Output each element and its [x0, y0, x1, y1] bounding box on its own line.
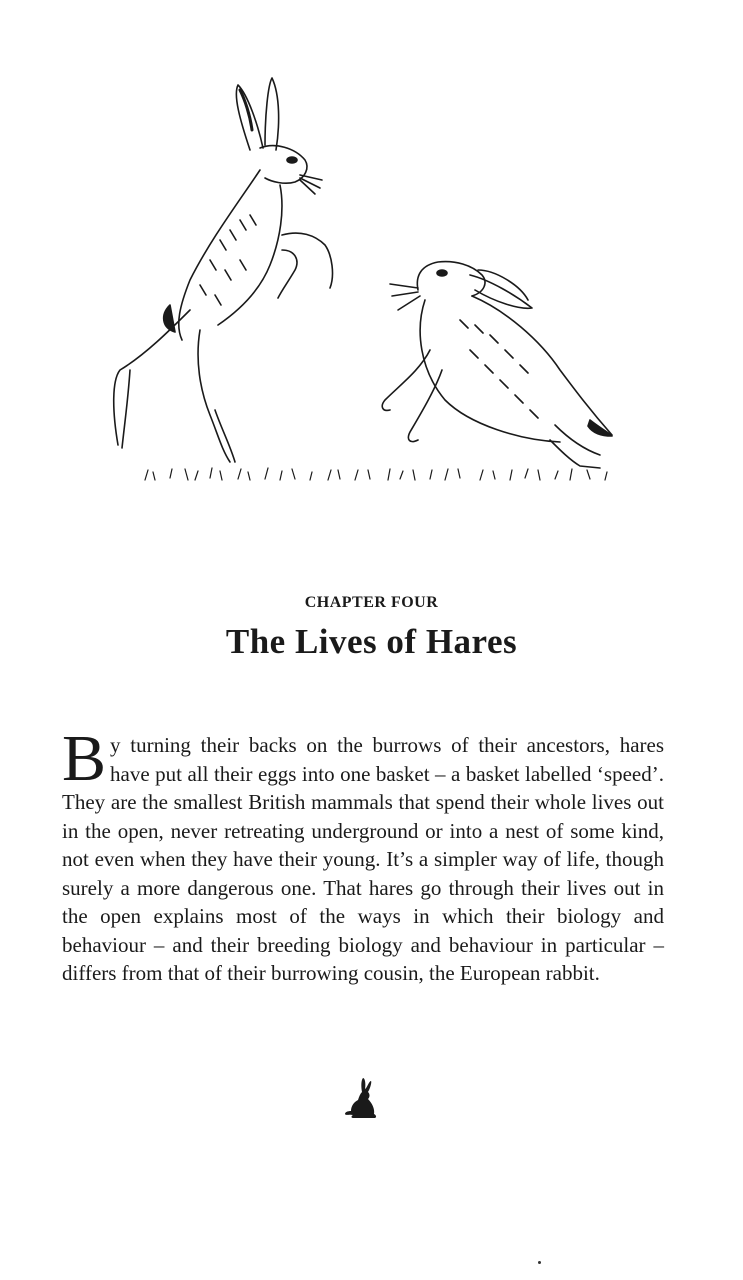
standing-hare-drawing — [114, 78, 333, 462]
sitting-hare-drawing — [382, 262, 612, 468]
paragraph-text: y turning their backs on the burrows of their ancestors, hares have put all their eggs into one basket – a basket labelled ‘speed’. They are the smallest British mammals that spend their whole lives out in the open, never retreating underground or into a nest of some kind, not even when they have their young. It’s a simpler way of life, though surely a more dangerous one. That hares go through their lives out in the open explains most of the ways in which their biology and behaviour – and their breeding biology and behaviour in particular – differs from that of their burrowing cousin, the European rabbit. — [62, 733, 664, 985]
chapter-title: The Lives of Hares — [225, 622, 518, 661]
hare-ornament-icon — [343, 1076, 377, 1120]
grass-strokes — [145, 468, 607, 480]
boxing-hares-illustration — [100, 70, 620, 500]
chapter-label: CHAPTER FOUR — [304, 594, 439, 611]
chapter-body-paragraph — [62, 722, 664, 988]
print-speck — [538, 1261, 541, 1264]
drop-cap: B — [62, 722, 107, 795]
